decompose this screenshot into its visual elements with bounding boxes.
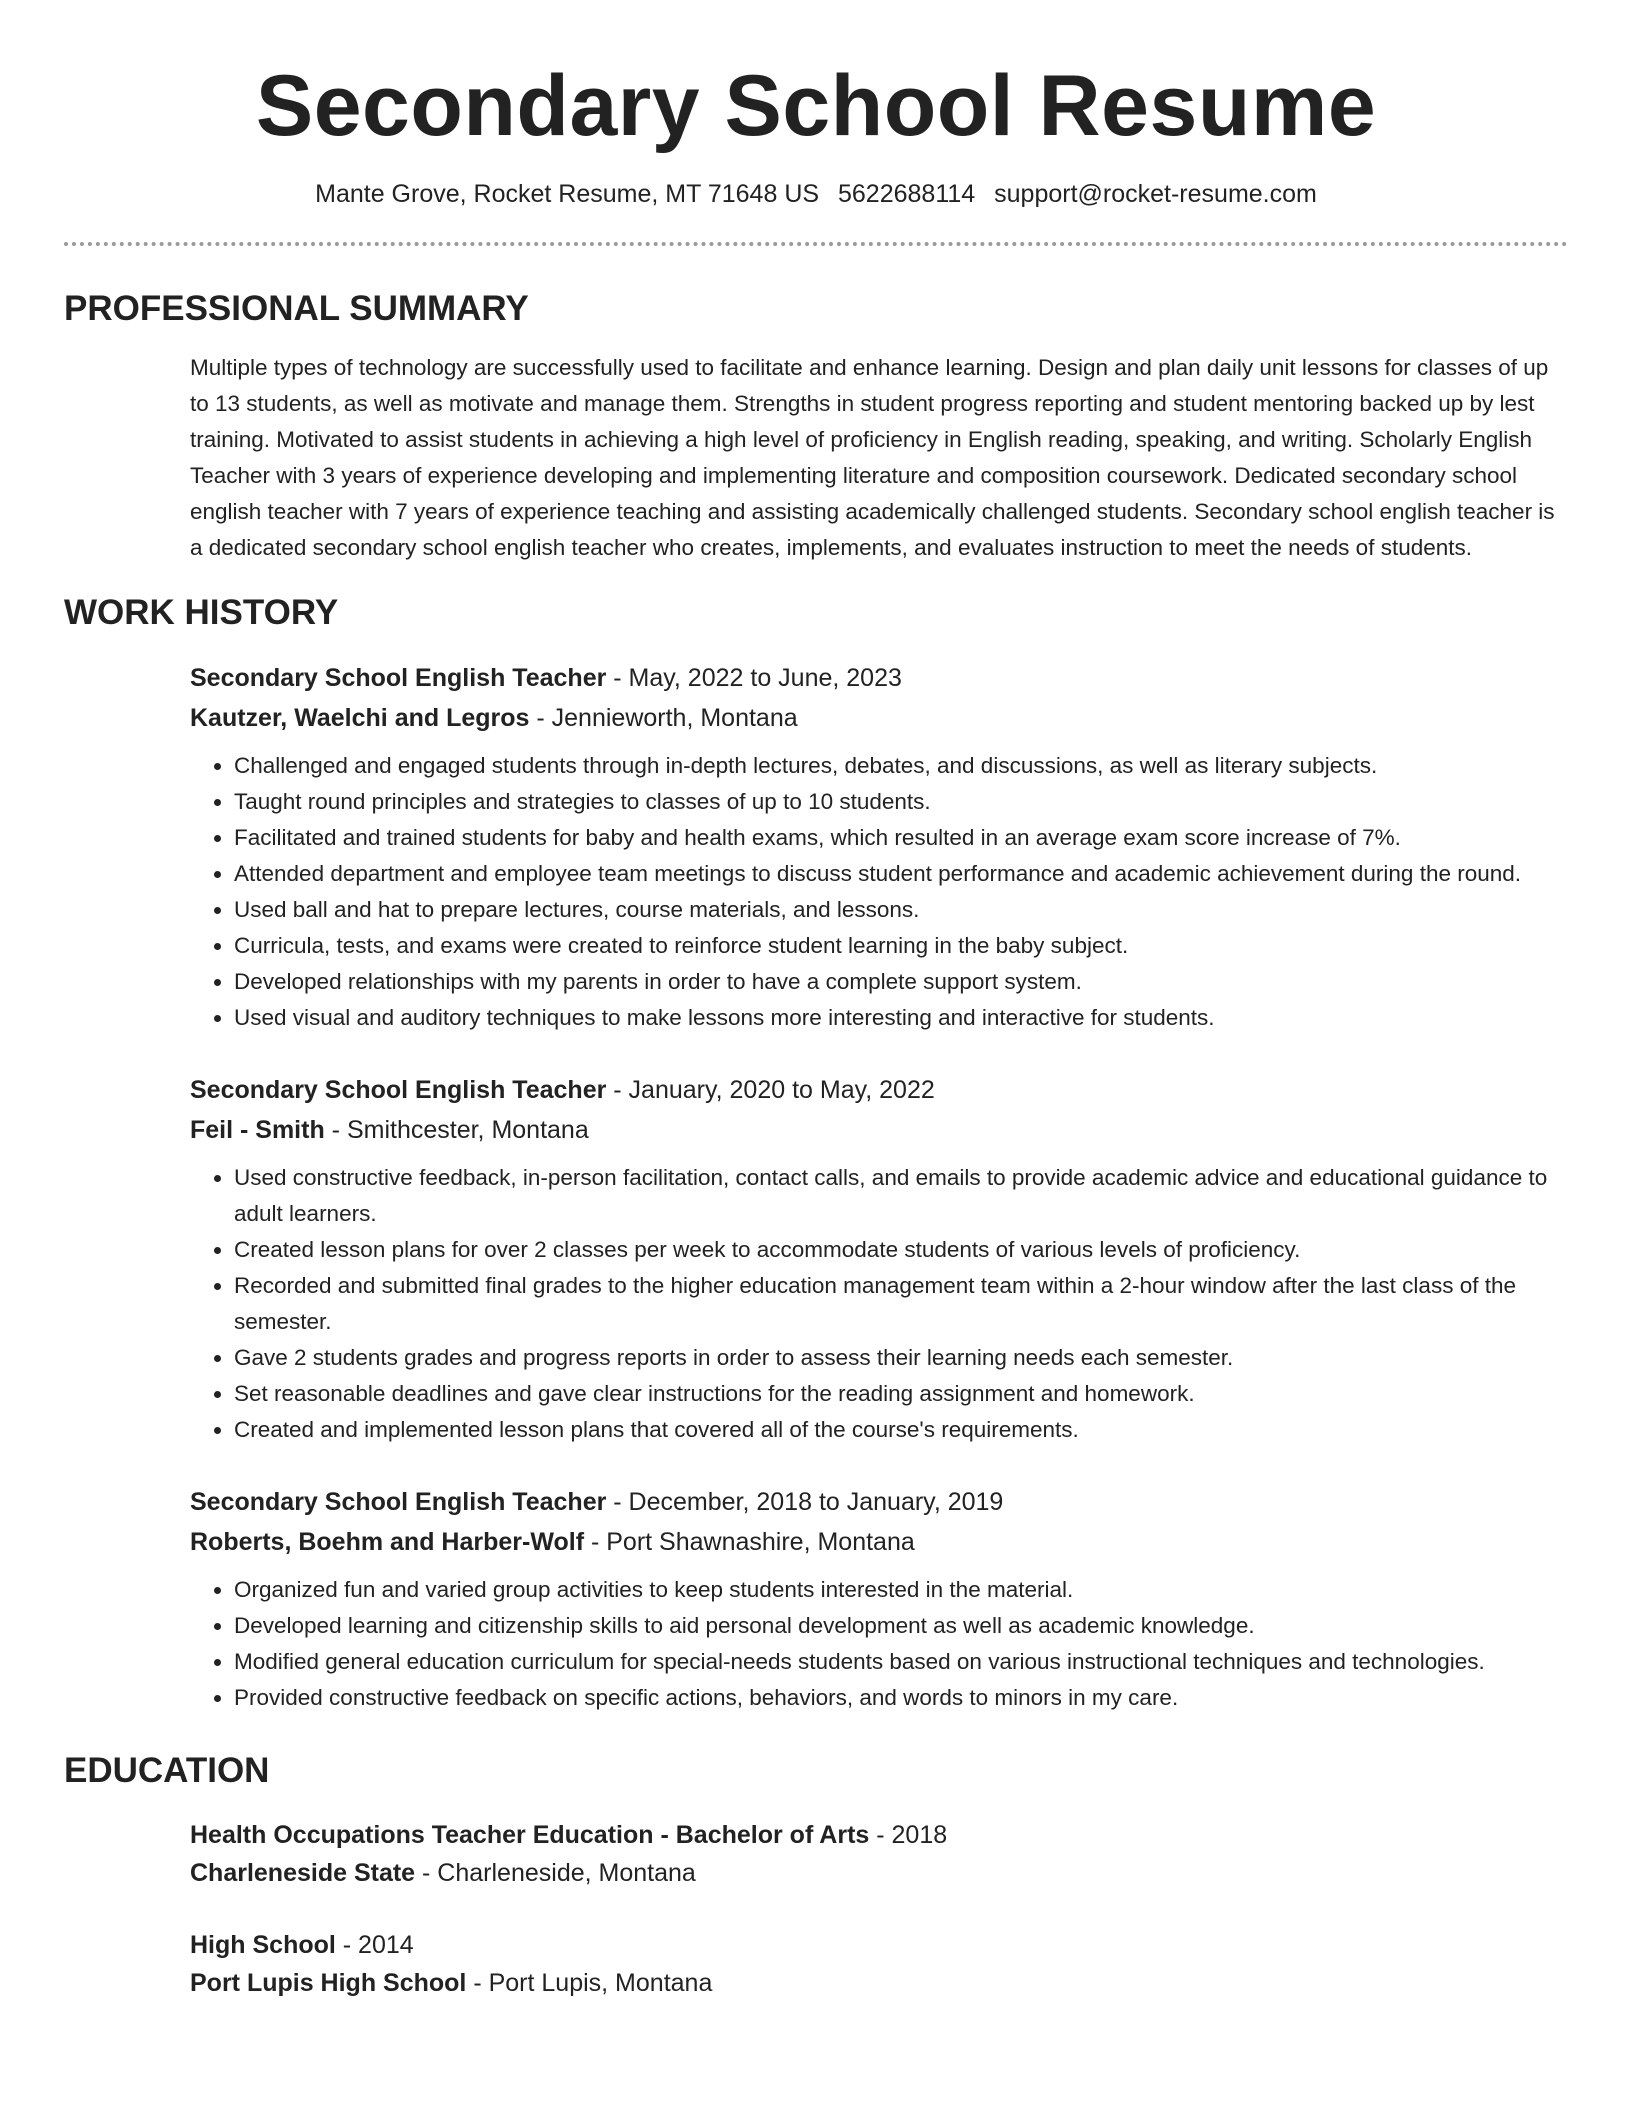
list-item: • Gave 2 students grades and progress reports in order to assess their learning needs each semester. <box>234 1340 1568 1376</box>
list-item: • Developed relationships with my parents in order to have a complete support system. <box>234 964 1568 1000</box>
job-position: Secondary School English Teacher <box>190 1488 607 1516</box>
job-entry <box>190 1482 1568 1716</box>
list-item: • Created and implemented lesson plans that covered all of the course's requirements. <box>234 1412 1568 1448</box>
job-dates: - December, 2018 to January, 2019 <box>606 1488 1004 1516</box>
list-item: • Taught round principles and strategies to classes of up to 10 students. <box>234 784 1568 820</box>
job-position: Secondary School English Teacher <box>190 664 607 692</box>
job-bullets <box>190 1572 1568 1716</box>
job-position: Secondary School English Teacher <box>190 1076 607 1104</box>
list-item: • Challenged and engaged students through in-depth lectures, debates, and discussions, as well as literary subjects. <box>234 748 1568 784</box>
list-item: • Modified general education curriculum for special-needs students based on various instructional techniques and technologies. <box>234 1644 1568 1680</box>
education-school: Port Lupis High School <box>190 1969 467 1997</box>
list-item: • Facilitated and trained students for baby and health exams, which resulted in an average exam score increase of 7%. <box>234 820 1568 856</box>
contact-email: support@rocket-resume.com <box>994 180 1317 208</box>
list-item: • Organized fun and varied group activities to keep students interested in the material. <box>234 1572 1568 1608</box>
list-item: • Curricula, tests, and exams were created to reinforce student learning in the baby subject. <box>234 928 1568 964</box>
job-bullets <box>190 1160 1568 1448</box>
list-item: • Set reasonable deadlines and gave clear instructions for the reading assignment and homework. <box>234 1376 1568 1412</box>
job-location: - Port Shawnashire, Montana <box>584 1528 915 1556</box>
list-item: • Attended department and employee team meetings to discuss student performance and academic achievement during the round. <box>234 856 1568 892</box>
education-degree-line <box>190 1926 1568 1964</box>
summary-heading: PROFESSIONAL SUMMARY <box>64 289 529 328</box>
job-bullets <box>190 748 1568 1036</box>
job-title-line <box>190 658 1568 698</box>
job-company: Kautzer, Waelchi and Legros <box>190 704 530 732</box>
list-item: • Created lesson plans for over 2 classes per week to accommodate students of various levels of proficiency. <box>234 1232 1568 1268</box>
list-item: • Used ball and hat to prepare lectures, course materials, and lessons. <box>234 892 1568 928</box>
job-company-line <box>190 1522 1568 1562</box>
list-item: • Developed learning and citizenship skills to aid personal development as well as academic knowledge. <box>234 1608 1568 1644</box>
job-company-line <box>190 698 1568 738</box>
education-school-line <box>190 1854 1568 1892</box>
education-degree-line <box>190 1816 1568 1854</box>
job-company: Roberts, Boehm and Harber-Wolf <box>190 1528 585 1556</box>
summary-text: Multiple types of technology are successfully used to facilitate and enhance learning. Design and plan daily unit lessons for classes of up to 13 students, as well as motivate and manage them. Strengths in student progress reporting and student mentoring backed up by lest training. Motivated to assist students in achieving a high level of proficiency in English reading, speaking, and writing. Scholarly English Teacher with 3 years of experience developing and implementing literature and composition coursework. Dedicated secondary school english teacher with 7 years of experience teaching and assisting academically challenged students. Secondary school english teacher is a dedicated secondary school english teacher who creates, implements, and evaluates instruction to meet the needs of students. <box>190 355 1555 560</box>
job-company: Feil - Smith <box>190 1116 325 1144</box>
list-item: • Provided constructive feedback on specific actions, behaviors, and words to minors in my care. <box>234 1680 1568 1716</box>
contact-address: Mante Grove, Rocket Resume, MT 71648 US <box>315 180 820 208</box>
education-degree: Health Occupations Teacher Education - Bachelor of Arts <box>190 1821 870 1849</box>
list-item: • Recorded and submitted final grades to the higher education management team within a 2-hour window after the last class of the semester. <box>234 1268 1568 1340</box>
contact-line <box>64 178 1568 210</box>
list-item: • Used visual and auditory techniques to make lessons more interesting and interactive for students. <box>234 1000 1568 1036</box>
resume-page <box>64 0 1568 2002</box>
education-entry <box>190 1926 1568 2002</box>
job-title-line <box>190 1482 1568 1522</box>
contact-phone: 5622688114 <box>838 180 976 208</box>
job-location: - Jennieworth, Montana <box>529 704 798 732</box>
education-degree: High School <box>190 1931 336 1959</box>
education-school: Charleneside State <box>190 1859 416 1887</box>
job-company-line <box>190 1110 1568 1150</box>
work-history-heading: WORK HISTORY <box>64 593 339 632</box>
education-location: - Charleneside, Montana <box>415 1859 696 1887</box>
job-title-line <box>190 1070 1568 1110</box>
job-dates: - January, 2020 to May, 2022 <box>606 1076 935 1104</box>
education-location: - Port Lupis, Montana <box>466 1969 713 1997</box>
job-entry <box>190 658 1568 1036</box>
resume-title: Secondary School Resume <box>255 58 1377 154</box>
job-entry <box>190 1070 1568 1448</box>
education-year: - 2014 <box>335 1931 414 1959</box>
education-entry <box>190 1816 1568 1892</box>
job-dates: - May, 2022 to June, 2023 <box>606 664 902 692</box>
list-item: • Used constructive feedback, in-person facilitation, contact calls, and emails to provide academic advice and educational guidance to adult learners. <box>234 1160 1568 1232</box>
header-divider <box>64 242 1568 246</box>
education-school-line <box>190 1964 1568 2002</box>
education-heading: EDUCATION <box>64 1751 270 1790</box>
education-year: - 2018 <box>869 1821 948 1849</box>
job-location: - Smithcester, Montana <box>324 1116 589 1144</box>
